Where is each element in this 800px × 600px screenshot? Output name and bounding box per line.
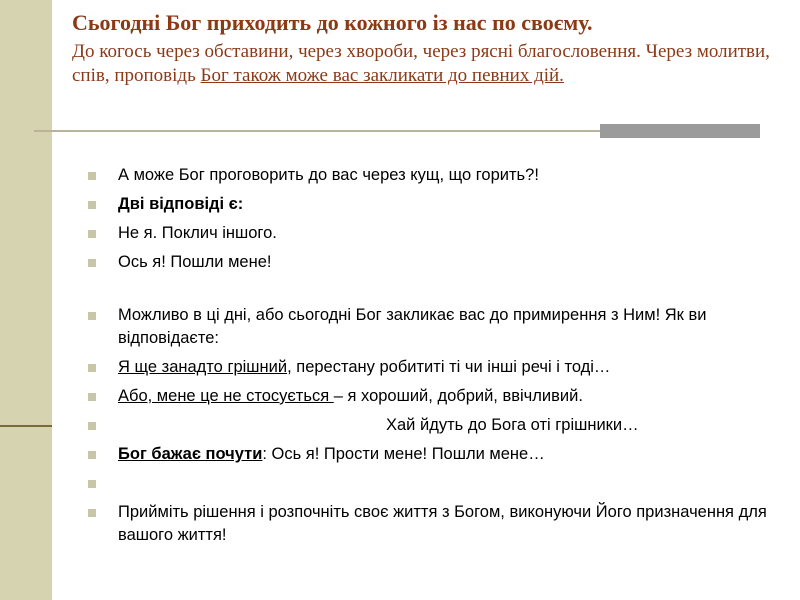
slide-subtitle <box>72 40 772 88</box>
subtitle-text: До когось через обставини, через хвороби, через рясні благословення. Через молитви, спів, проповідь <box>72 41 770 86</box>
title-divider-bar <box>600 124 760 138</box>
list-item: Прийміть рішення і розпочніть своє життя з Богом, виконуючи Його призначення для вашого життя! <box>88 501 768 547</box>
square-bullet-icon <box>88 230 96 238</box>
square-bullet-icon <box>88 364 96 372</box>
list-item: А може Бог проговорить до вас через кущ, що горить?! <box>88 164 768 187</box>
list-item: Або, мене це не стосується – я хороший, добрий, ввічливий. <box>88 385 768 408</box>
square-bullet-icon <box>88 393 96 401</box>
list-item <box>88 472 768 495</box>
subtitle-underlined-text: Бог також може вас закликати до певних дій. <box>200 65 564 86</box>
square-bullet-icon <box>88 509 96 517</box>
square-bullet-icon <box>88 172 96 180</box>
slide-title: Сьогодні Бог приходить до кожного із нас по своєму. <box>72 10 593 35</box>
square-bullet-icon <box>88 201 96 209</box>
square-bullet-icon <box>88 480 96 488</box>
square-bullet-icon <box>88 422 96 430</box>
square-bullet-icon <box>88 312 96 320</box>
title-divider-line <box>34 130 600 132</box>
square-bullet-icon <box>88 259 96 267</box>
left-sidebar-decoration <box>0 0 52 600</box>
square-bullet-icon <box>88 451 96 459</box>
sidebar-divider <box>0 425 52 427</box>
list-item: Дві відповіді є: <box>88 193 768 216</box>
bullet-list <box>88 164 768 553</box>
slide-title-block <box>72 10 772 88</box>
list-item: Можливо в ці дні, або сьогодні Бог закликає вас до примирення з Ним! Як ви відповідаєте: <box>88 304 768 350</box>
list-item: Хай йдуть до Бога оті грішники… <box>88 414 768 437</box>
list-item: Ось я! Пошли мене! <box>88 251 768 274</box>
list-item: Бог бажає почути: Ось я! Прости мене! Пошли мене… <box>88 443 768 466</box>
list-item: Не я. Поклич іншого. <box>88 222 768 245</box>
list-item: Я ще занадто грішний, перестану робититі ті чи інші речі і тоді… <box>88 356 768 379</box>
